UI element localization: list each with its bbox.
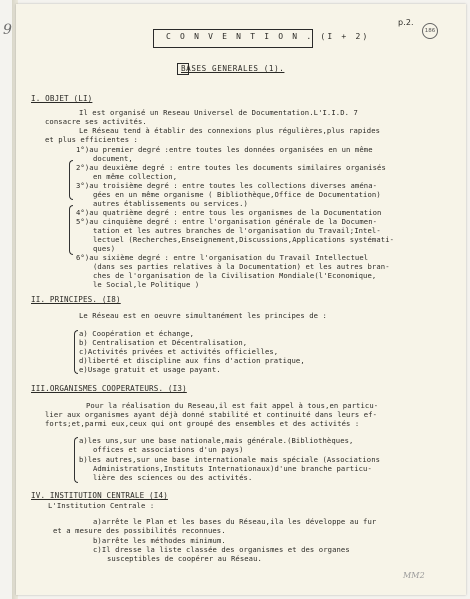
section-heading-institution: IV. INSTITUTION CENTRALE (I4) (31, 491, 168, 500)
organismes-item-a: a)les uns,sur une base nationale,mais générale.(Bibliothèques, (79, 436, 354, 445)
organismes-paragraph-line: Pour la réalisation du Reseau,il est fait appel à tous,en particu- (86, 401, 379, 410)
degree-1-line: 1°)au premier degré :entre toutes les données organisées en un même (76, 145, 373, 154)
archive-stamp: 186 (422, 23, 438, 39)
document-title: C O N V E N T I O N . (I + 2) (166, 32, 370, 41)
section-heading-principes: II. PRINCIPES. (I8) (31, 295, 121, 304)
institution-item-c: susceptibles de coopérer au Réseau. (107, 554, 262, 563)
objet-intro-line: consacre ses activités. (45, 117, 147, 126)
degree-5-line: lectuel (Recherches,Enseignement,Discussions,Applications systémati- (93, 235, 395, 244)
objet-intro-line: et plus efficientes : (45, 135, 138, 144)
degree-6-line: 6°)au sixième degré : entre l'organisation du Travail Intellectuel (76, 253, 369, 262)
degree-6-line: ches de l'organisation de la Civilisation Mondiale(l'Economique, (93, 271, 377, 280)
degree-4-line: 4°)au quatrième degré : entre tous les organismes de la Documentation (76, 208, 382, 217)
principes-intro: Le Réseau est en oeuvre simultanément les principes de : (79, 311, 327, 320)
corner-handwritten-mark: 9 (3, 22, 13, 38)
page-number: p.2. (398, 18, 414, 27)
section-heading-objet: I. OBJET (LI) (31, 94, 93, 103)
organismes-paragraph-line: lier aux organismes ayant déjà donné stabilité et continuité dans leurs ef- (45, 410, 378, 419)
principle-item: d)liberté et discipline aux fins d'action pratique, (79, 356, 305, 365)
organismes-item-b: lière des sciences ou des activités. (93, 473, 253, 482)
principle-item: a) Coopération et échange, (79, 329, 195, 338)
institution-item-b: b)arrête les méthodes minimum. (93, 536, 226, 545)
degree-3-line: gées en un même organisme ( Bibliothèque,Office de Documentation) (93, 190, 381, 199)
section-heading-organismes: III.ORGANISMES COOPERATEURS. (I3) (31, 384, 187, 393)
degree-3-line: autres établissements ou services.) (93, 199, 248, 208)
degree-6-line: le Social,le Politique ) (93, 280, 200, 289)
objet-intro-line: Le Réseau tend à établir des connexions plus régulières,plus rapides (79, 126, 381, 135)
degree-1-line: document, (93, 154, 133, 163)
principle-item: e)Usage gratuit et usage payant. (79, 365, 221, 374)
degree-2-line: 2°)au deuxième degré : entre toutes les documents similaires organisés (76, 163, 386, 172)
organismes-item-b: b)les autres,sur une base internationale mais spéciale (Associations (79, 455, 381, 464)
degree-3-line: 3°)au troisième degré : entre toutes les collections diverses aména- (76, 181, 378, 190)
organismes-item-b: Administrations,Instituts Internationaux)d'une branche particu- (93, 464, 372, 473)
principles-brace (74, 330, 78, 374)
document-subtitle: BASES GENERALES (1). (181, 64, 285, 73)
institution-intro: L'Institution Centrale : (48, 501, 155, 510)
institution-item-c: c)Il dresse la liste classée des organismes et des organes (93, 545, 350, 554)
degree-2-line: en même collection, (93, 172, 178, 181)
organismes-paragraph-line: forts;et,parmi eux,ceux qui ont groupé des ensembles et des activités : (45, 419, 360, 428)
degree-6-line: (dans ses parties relatives à la Documentation) et les autres bran- (93, 262, 390, 271)
institution-item-a: et a mesure des possibilités reconnues. (53, 526, 226, 535)
institution-item-a: a)arrête le Plan et les bases du Réseau,ila les développe au fur (93, 517, 377, 526)
organismes-brace (74, 437, 78, 483)
bottom-pencil-mark: MM2 (403, 571, 425, 580)
degree-5-line: tation et les autres branches de l'organisation du Travail;Intel- (93, 226, 381, 235)
organismes-item-a: offices et associations d'un pays) (93, 445, 244, 454)
degrees-brace-upper (69, 160, 73, 200)
principle-item: c)Activités privées et activités officielles, (79, 347, 279, 356)
degree-5-line: 5°)au cinquième degré : entre l'organisation générale de la Documen- (76, 217, 378, 226)
principle-item: b) Centralisation et Décentralisation, (79, 338, 248, 347)
degrees-brace-lower (69, 205, 73, 255)
objet-intro-line: Il est organisé un Reseau Universel de Documentation.L'I.I.D. 7 (79, 108, 358, 117)
degree-5-line: ques) (93, 244, 116, 253)
